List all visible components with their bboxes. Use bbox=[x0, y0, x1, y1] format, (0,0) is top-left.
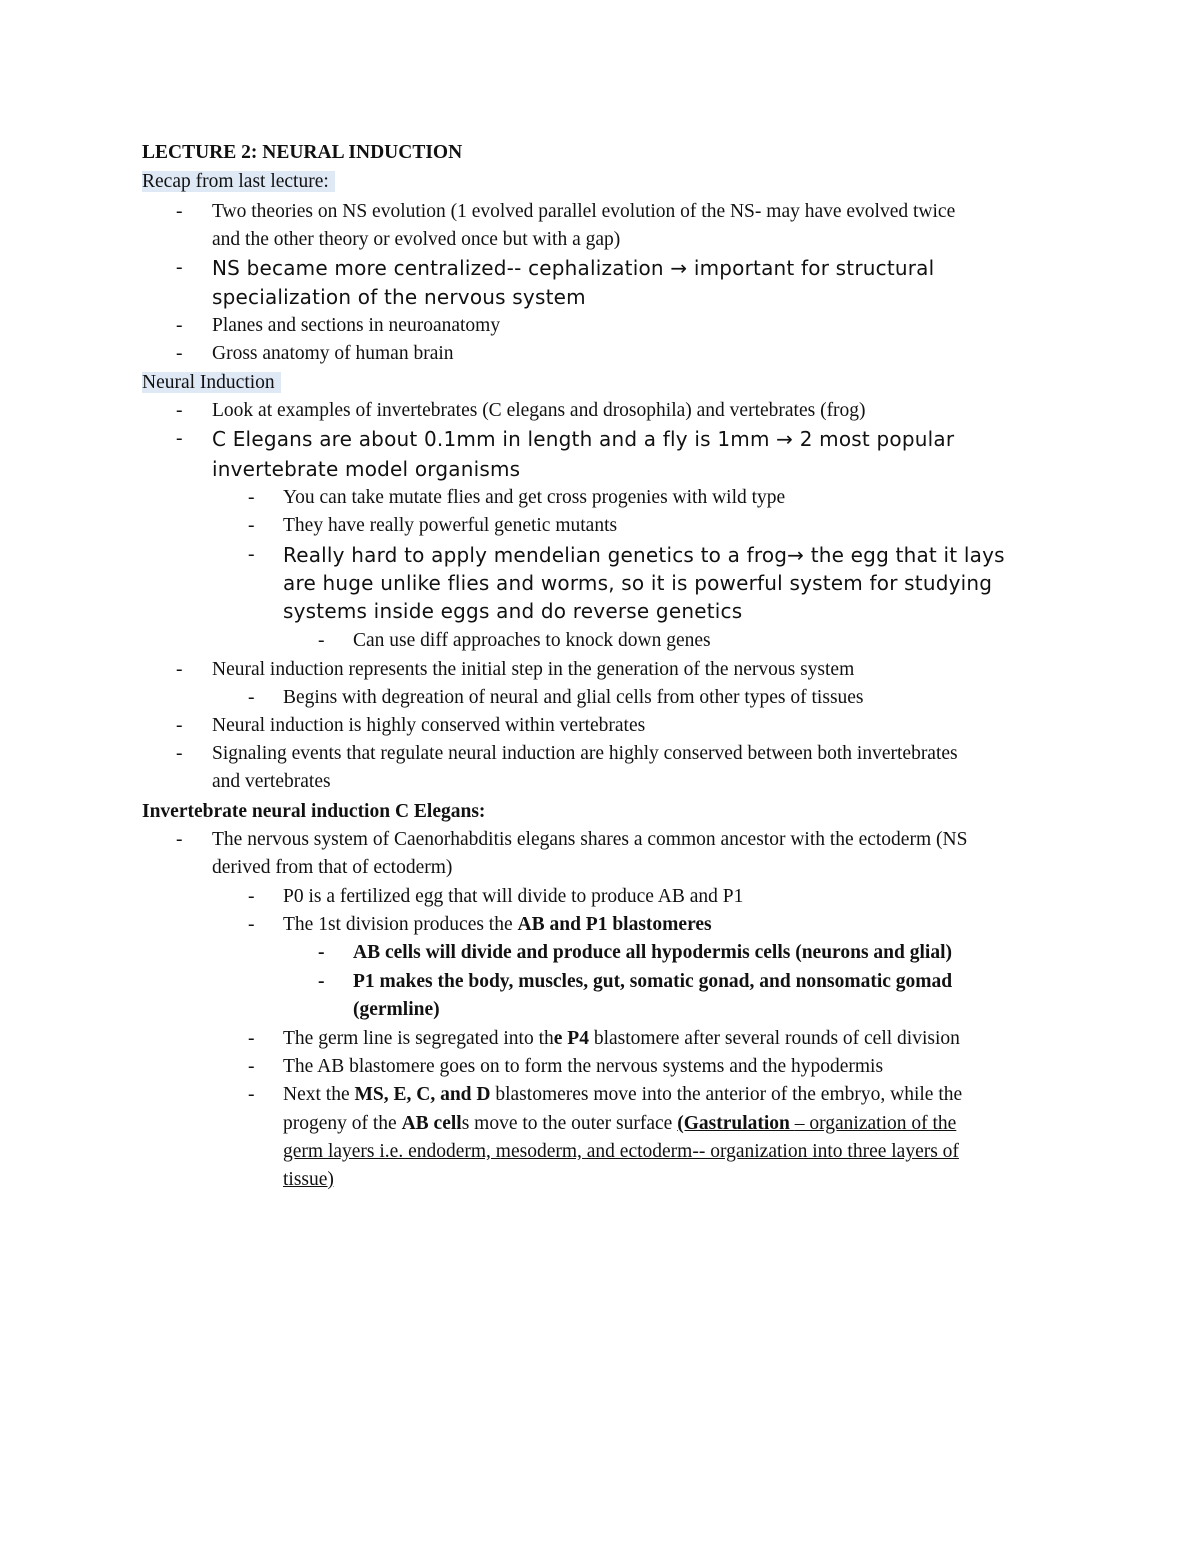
bullet-dash: - bbox=[318, 971, 325, 992]
celegans-subitem-1c-post: blastomere after several rounds of cell division bbox=[588, 1028, 960, 1049]
bullet-dash: - bbox=[248, 914, 255, 935]
recap-item-2-line-1: NS became more centralized-- cephalization → important for structural bbox=[212, 256, 935, 280]
celegans-subitem-1b-text: The 1st division produces the bbox=[283, 914, 518, 935]
bullet-dash: - bbox=[176, 659, 183, 680]
bullet-dash: - bbox=[248, 544, 255, 565]
neural-item-5-line-2: and vertebrates bbox=[212, 771, 331, 792]
celegans-item-1-line-2: derived from that of ectoderm) bbox=[212, 857, 453, 878]
recap-item-1-line-2: and the other theory or evolved once but with a gap) bbox=[212, 229, 621, 250]
celegans-subitem-1e-mid: blastomeres move into the anterior of the embryo, while the bbox=[490, 1084, 963, 1105]
bullet-dash: - bbox=[248, 687, 255, 708]
neural-item-4: Neural induction is highly conserved within vertebrates bbox=[212, 715, 646, 736]
celegans-subitem-1e-line-2 bbox=[283, 1110, 956, 1138]
neural-subitem-2c-line-1: Really hard to apply mendelian genetics to a frog→ the egg that it lays bbox=[283, 543, 1005, 567]
bullet-dash: - bbox=[318, 942, 325, 963]
bullet-dash: - bbox=[176, 257, 183, 278]
gastrulation-term: (Gastrulation bbox=[677, 1113, 795, 1134]
celegans-subitem-1b bbox=[283, 911, 712, 939]
bullet-dash: - bbox=[176, 315, 183, 336]
neural-subsubitem-2c1: Can use diff approaches to knock down genes bbox=[353, 630, 711, 651]
celegans-subitem-1e-line-4: tissue) bbox=[283, 1169, 334, 1190]
gastrulation-definition: – organization of the bbox=[794, 1113, 957, 1134]
celegans-subitem-1b-bold: AB and P1 blastomeres bbox=[517, 914, 712, 935]
celegans-subitem-1a: P0 is a fertilized egg that will divide to produce AB and P1 bbox=[283, 886, 744, 907]
bullet-dash: - bbox=[176, 201, 183, 222]
neural-item-2-line-1: C Elegans are about 0.1mm in length and a fly is 1mm → 2 most popular bbox=[212, 427, 955, 451]
neural-item-3: Neural induction represents the initial step in the generation of the nervous system bbox=[212, 659, 855, 680]
celegans-subitem-1e-pre: Next the bbox=[283, 1084, 355, 1105]
bullet-dash: - bbox=[318, 630, 325, 651]
celegans-item-1-line-1: The nervous system of Caenorhabditis elegans shares a common ancestor with the ectoderm (NS bbox=[212, 829, 968, 850]
celegans-subitem-1d: The AB blastomere goes on to form the nervous systems and the hypodermis bbox=[283, 1056, 884, 1077]
recap-heading bbox=[142, 168, 335, 196]
neural-subitem-2c-line-2: are huge unlike flies and worms, so it is powerful system for studying bbox=[283, 571, 993, 595]
celegans-subsubitem-1b2-line-1: P1 makes the body, muscles, gut, somatic gonad, and nonsomatic gomad bbox=[353, 971, 953, 992]
celegans-subitem-1e2-bold: AB cell bbox=[401, 1113, 462, 1134]
recap-item-2-line-2: specialization of the nervous system bbox=[212, 285, 586, 309]
bullet-dash: - bbox=[176, 428, 183, 449]
neural-item-5-line-1: Signaling events that regulate neural induction are highly conserved between both invertebrates bbox=[212, 743, 958, 764]
neural-induction-heading bbox=[142, 369, 281, 397]
neural-subitem-3a: Begins with degreation of neural and glial cells from other types of tissues bbox=[283, 687, 864, 708]
celegans-subitem-1e-line-3: germ layers i.e. endoderm, mesoderm, and ectoderm-- organization into three layers of bbox=[283, 1141, 959, 1162]
neural-item-2-line-2: invertebrate model organisms bbox=[212, 457, 521, 481]
celegans-subsubitem-1b1: AB cells will divide and produce all hypodermis cells (neurons and glial) bbox=[353, 942, 952, 963]
celegans-subitem-1c-pre: The germ line is segregated into th bbox=[283, 1028, 554, 1049]
bullet-dash: - bbox=[176, 343, 183, 364]
celegans-subitem-1e-line-1 bbox=[283, 1081, 962, 1109]
bullet-dash: - bbox=[248, 1028, 255, 1049]
celegans-subitem-1e2-pre: progeny of the bbox=[283, 1113, 402, 1134]
neural-subitem-2b: They have really powerful genetic mutants bbox=[283, 515, 618, 536]
celegans-subitem-1e2-mid: s move to the outer surface bbox=[461, 1113, 678, 1134]
celegans-subsubitem-1b2-line-2: (germline) bbox=[353, 999, 440, 1020]
celegans-heading: Invertebrate neural induction C Elegans: bbox=[142, 801, 486, 822]
bullet-dash: - bbox=[248, 487, 255, 508]
bullet-dash: - bbox=[248, 886, 255, 907]
bullet-dash: - bbox=[176, 715, 183, 736]
recap-heading-text: Recap from last lecture: bbox=[142, 171, 335, 192]
celegans-subitem-1e-bold: MS, E, C, and D bbox=[354, 1084, 491, 1105]
bullet-dash: - bbox=[248, 1084, 255, 1105]
neural-subitem-2a: You can take mutate flies and get cross progenies with wild type bbox=[283, 487, 786, 508]
bullet-dash: - bbox=[176, 829, 183, 850]
document-title: LECTURE 2: NEURAL INDUCTION bbox=[142, 142, 463, 163]
neural-subitem-2c-line-3: systems inside eggs and do reverse genetics bbox=[283, 599, 743, 623]
bullet-dash: - bbox=[176, 400, 183, 421]
celegans-subitem-1c bbox=[283, 1025, 960, 1053]
recap-item-1-line-1: Two theories on NS evolution (1 evolved parallel evolution of the NS- may have evolved twice bbox=[212, 201, 956, 222]
bullet-dash: - bbox=[248, 1056, 255, 1077]
recap-item-4: Gross anatomy of human brain bbox=[212, 343, 454, 364]
recap-item-3: Planes and sections in neuroanatomy bbox=[212, 315, 501, 336]
celegans-subitem-1c-bold: e P4 bbox=[553, 1028, 589, 1049]
bullet-dash: - bbox=[248, 515, 255, 536]
neural-induction-heading-text: Neural Induction bbox=[142, 372, 281, 393]
neural-item-1: Look at examples of invertebrates (C elegans and drosophila) and vertebrates (frog) bbox=[212, 400, 866, 421]
bullet-dash: - bbox=[176, 743, 183, 764]
